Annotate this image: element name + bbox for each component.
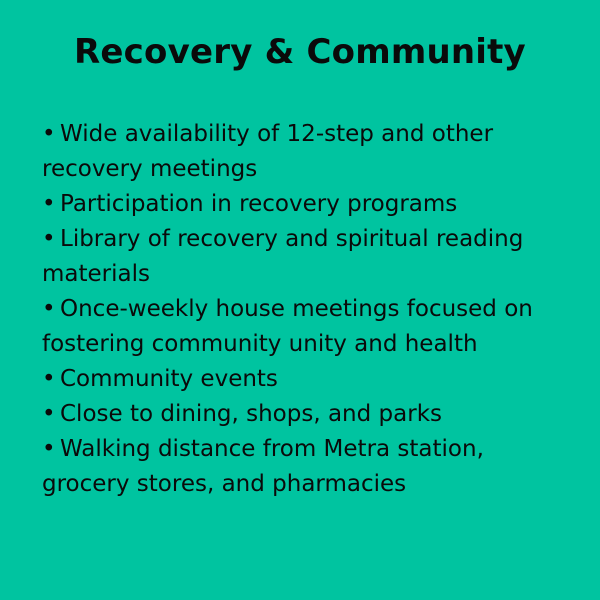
list-item-text: Community events [60,366,278,392]
list-item [42,187,572,222]
bullet-icon: • [42,296,56,322]
bullet-icon: • [42,366,56,392]
bullet-icon: • [42,121,56,147]
list-item-text: Close to dining, shops, and parks [60,401,442,427]
bullet-icon: • [42,226,56,252]
list-item-text: Walking distance from Metra station, grocery stores, and pharmacies [42,436,484,497]
list-item [42,117,572,187]
list-item [42,397,572,432]
list-item-text: Library of recovery and spiritual reading materials [42,226,524,287]
bullet-icon: • [42,401,56,427]
list-item-text: Once-weekly house meetings focused on fostering community unity and health [42,296,533,357]
feature-list [42,117,572,502]
list-item [42,222,572,292]
list-item-text: Wide availability of 12-step and other recovery meetings [42,121,494,182]
list-item [42,362,572,397]
card-title: Recovery & Community [74,32,526,72]
list-item-text: Participation in recovery programs [60,191,458,217]
bullet-icon: • [42,191,56,217]
bullet-icon: • [42,436,56,462]
list-item [42,292,572,362]
list-item [42,432,572,502]
